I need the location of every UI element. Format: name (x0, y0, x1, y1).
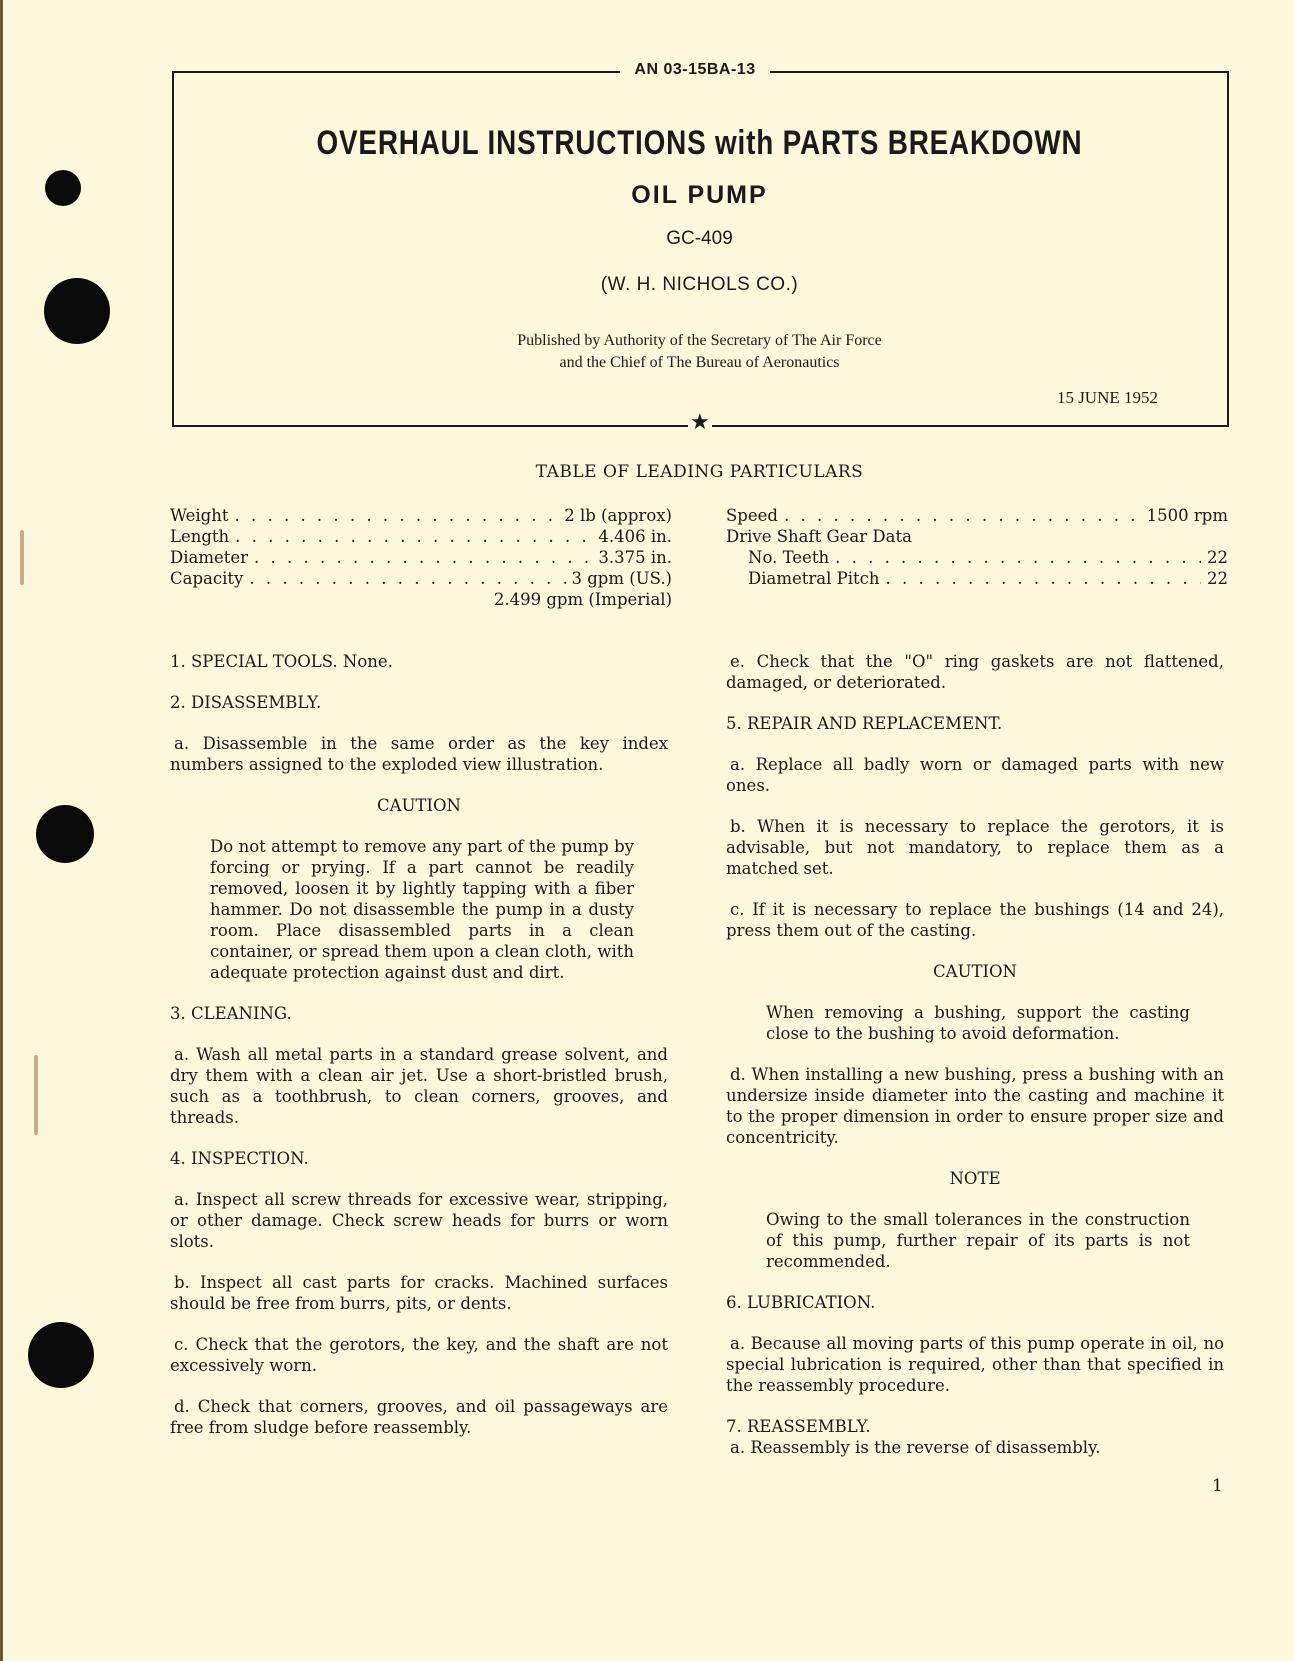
punch-hole (45, 170, 81, 206)
section-5d-text: d. When installing a new bushing, press a bushing with an undersize inside diameter into the casting and machine it to the proper dimension in order to ensure proper size and concentricity. (726, 1065, 1224, 1147)
spec-value: 4.406 in. (598, 527, 672, 546)
section-7a-text: a. Reassembly is the reverse of disassembly. (730, 1438, 1101, 1457)
spec-label: No. Teeth (748, 548, 830, 567)
spec-row-weight (170, 505, 672, 526)
caution-text: When removing a bushing, support the casting close to the bushing to avoid deformation. (766, 1003, 1190, 1043)
leader-dots (254, 547, 592, 568)
spec-row-speed (726, 505, 1228, 526)
section-4a-text: a. Inspect all screw threads for excessive wear, stripping, or other damage. Check screw heads for burrs or worn slots. (170, 1190, 668, 1251)
document-subtitle: OIL PUMP (631, 181, 768, 209)
spec-row-drive-shaft-gear-data (726, 526, 1228, 547)
caution-text: Do not attempt to remove any part of the pump by forcing or prying. If a part cannot be readily removed, loosen it by lightly tapping with a fiber hammer. Do not disassemble the pump in a dusty room. Place disassembled parts in a clean container, or spread them upon a clean cloth, with adequate protection against dust and dirt. (210, 837, 634, 982)
leading-particulars-title: TABLE OF LEADING PARTICULARS (535, 462, 864, 482)
section-3a-text: a. Wash all metal parts in a standard grease solvent, and dry them with a clean air jet. Use a short-bristled brush, such as a toothbrush, to clean corners, grooves, and threads. (170, 1045, 668, 1127)
spec-row-no-teeth (726, 547, 1228, 568)
leader-dots (235, 526, 592, 547)
spec-row-capacity-imperial (170, 589, 672, 610)
leader-dots (835, 547, 1201, 568)
spec-label: Diameter (170, 548, 249, 567)
section-4e-text: e. Check that the "O" ring gaskets are not flattened, damaged, or deteriorated. (726, 652, 1224, 692)
document-title: OVERHAUL INSTRUCTIONS with PARTS BREAKDOWN (316, 124, 1083, 162)
section-5b-text: b. When it is necessary to replace the gerotors, it is advisable, but not mandatory, to replace them as a matched set. (726, 817, 1224, 878)
section-4-heading: 4. INSPECTION. (170, 1149, 309, 1168)
note-text: Owing to the small tolerances in the construction of this pump, further repair of its parts is not recommended. (766, 1210, 1190, 1271)
document-number: AN 03-15BA-13 (620, 61, 770, 79)
spec-label: Speed (726, 506, 778, 525)
section-1-heading: 1. SPECIAL TOOLS. None. (170, 652, 393, 671)
section-2-heading: 2. DISASSEMBLY. (170, 693, 322, 712)
spec-row-diameter (170, 547, 672, 568)
section-3-heading: 3. CLEANING. (170, 1004, 292, 1023)
authority-line-2: and the Chief of The Bureau of Aeronautics (559, 354, 840, 371)
punch-hole (28, 1322, 94, 1388)
page-number: 1 (1212, 1476, 1223, 1496)
spec-label: Capacity (170, 569, 244, 588)
leader-dots (249, 568, 565, 589)
model-number: GC-409 (666, 228, 733, 249)
section-6-heading: 6. LUBRICATION. (726, 1293, 876, 1312)
spec-value: 3 gpm (US.) (571, 569, 672, 588)
spec-row-diametral-pitch (726, 568, 1228, 589)
star-icon: ★ (690, 410, 710, 435)
spec-label: Length (170, 527, 230, 546)
authority-line-1: Published by Authority of the Secretary of The Air Force (517, 332, 882, 349)
spec-row-length (170, 526, 672, 547)
punch-hole (44, 278, 110, 344)
spec-label: Weight (170, 506, 229, 525)
leader-dots (886, 568, 1201, 589)
note-heading: NOTE (949, 1169, 1001, 1188)
particulars-right (726, 505, 1228, 589)
section-4d-text: d. Check that corners, grooves, and oil passageways are free from sludge before reassembly. (170, 1397, 668, 1437)
left-column (170, 651, 668, 1458)
section-5c-text: c. If it is necessary to replace the bushings (14 and 24), press them out of the casting. (726, 900, 1224, 940)
section-6a-text: a. Because all moving parts of this pump operate in oil, no special lubrication is required, other than that specified in the reassembly procedure. (726, 1334, 1224, 1395)
spec-label: Drive Shaft Gear Data (726, 527, 912, 546)
publication-authority (172, 330, 1227, 374)
spec-value: 2 lb (approx) (564, 506, 672, 525)
paper-stain (34, 1055, 38, 1135)
spec-row-capacity (170, 568, 672, 589)
spec-value: 22 (1207, 569, 1228, 588)
section-4b-text: b. Inspect all cast parts for cracks. Machined surfaces should be free from burrs, pits, or dents. (170, 1273, 668, 1313)
particulars-left (170, 505, 672, 610)
right-column (726, 651, 1224, 1478)
spec-value: 1500 rpm (1146, 506, 1228, 525)
section-4c-text: c. Check that the gerotors, the key, and the shaft are not excessively worn. (170, 1335, 668, 1375)
spec-label: Diametral Pitch (748, 569, 880, 588)
section-5a-text: a. Replace all badly worn or damaged parts with new ones. (726, 755, 1224, 795)
spec-value: 22 (1207, 548, 1228, 567)
section-7-heading: 7. REASSEMBLY. (726, 1417, 871, 1436)
caution-heading: CAUTION (377, 796, 461, 815)
caution-heading: CAUTION (933, 962, 1017, 981)
section-2a-text: a. Disassemble in the same order as the key index numbers assigned to the exploded view illustration. (170, 734, 668, 774)
punch-hole (36, 805, 94, 863)
spec-value: 3.375 in. (598, 548, 672, 567)
publication-date: 15 JUNE 1952 (1056, 388, 1158, 407)
manufacturer: (W. H. NICHOLS CO.) (600, 274, 799, 295)
leader-dots (784, 505, 1141, 526)
paper-stain (20, 530, 24, 585)
leader-dots (234, 505, 558, 526)
spec-value: 2.499 gpm (Imperial) (493, 590, 672, 609)
page-edge (0, 0, 3, 1661)
section-5-heading: 5. REPAIR AND REPLACEMENT. (726, 714, 1003, 733)
